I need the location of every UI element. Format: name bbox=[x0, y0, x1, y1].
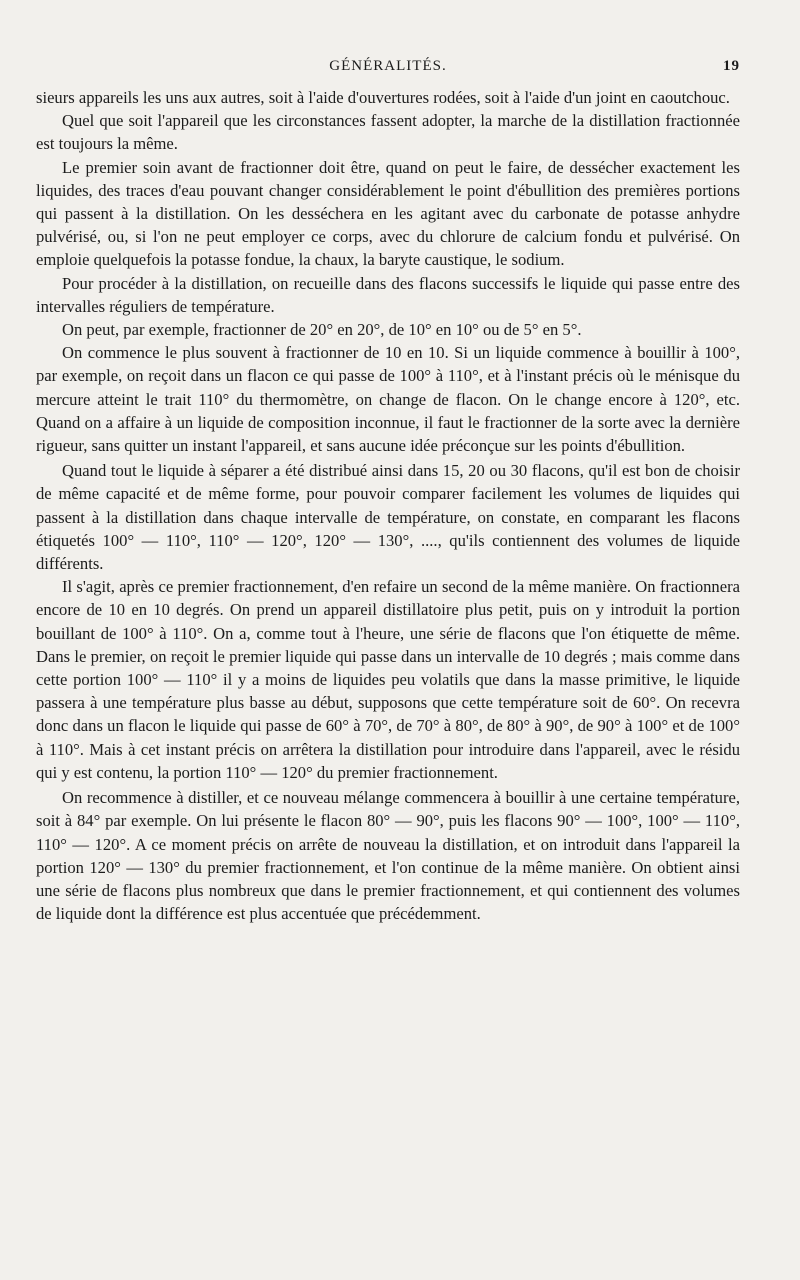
body-text bbox=[36, 86, 740, 925]
running-head bbox=[36, 58, 740, 80]
running-title: GÉNÉRALITÉS. bbox=[329, 58, 447, 74]
paragraph-6: On commence le plus souvent à fractionner de 10 en 10. Si un liquide commence à bouillir à 100°, par exemple, on reçoit dans un flacon ce qui passe de 100° à 110°, et à l'instant précis où le ménisque du mercure atteint le trait 110° du thermomètre, on change de flacon. On le change encore à 120°, etc. Quand on a affaire à un liquide de composition inconnue, il faut le fractionner de la sorte avec la dernière rigueur, sans quitter un instant l'appareil, et sans aucune idée préconçue sur les points d'ébullition. bbox=[36, 343, 740, 456]
paragraph-2: Quel que soit l'appareil que les circonstances fassent adopter, la marche de la distillation fractionnée est toujours la même. bbox=[36, 111, 740, 154]
paragraph-9: On recommence à distiller, et ce nouveau mélange commencera à bouillir à une certaine température, soit à 84° par exemple. On lui présente le flacon 80° — 90°, puis les flacons 90° — 100°, 100° — 110°, 110° — 120°. A ce moment précis on arrête de nouveau la distillation, et on introduit dans l'appareil la portion 120° — 130° du premier fractionnement, et l'on continue de la même manière. On obtient ainsi une série de flacons plus nombreux que dans le premier fractionnement, et qui contiennent des volumes de liquide dont la différence est plus accentuée que précédemment. bbox=[36, 788, 740, 924]
page-number: 19 bbox=[723, 58, 740, 74]
paragraph-1: sieurs appareils les uns aux autres, soit à l'aide d'ouvertures rodées, soit à l'aide d'un joint en caoutchouc. bbox=[36, 88, 730, 107]
paragraph-7: Quand tout le liquide à séparer a été distribué ainsi dans 15, 20 ou 30 flacons, qu'il est bon de choisir de même capacité et de même forme, pour pouvoir comparer facilement les volumes de liquides qui passent à la distillation dans chaque intervalle de température, on constate, en comparant les flacons étiquetés 100° — 110°, 110° — 120°, 120° — 130°, ...., qu'ils contiennent des volumes de liquide différents. bbox=[36, 461, 740, 574]
paragraph-4: Pour procéder à la distillation, on recueille dans des flacons successifs le liquide qui passe entre des intervalles réguliers de température. bbox=[36, 273, 740, 316]
paragraph-5: On peut, par exemple, fractionner de 20° en 20°, de 10° en 10° ou de 5° en 5°. bbox=[62, 320, 582, 340]
paragraph-8: Il s'agit, après ce premier fractionnement, d'en refaire un second de la même manière. On fractionnera encore de 10 en 10 degrés. On prend un appareil distillatoire plus petit, puis on y introduit la portion bouillant de 100° à 110°. On a, comme tout à l'heure, une série de flacons que l'on étiquette de même. Dans le premier, on reçoit le premier liquide qui passe dans un intervalle de 10 degrés ; mais comme dans cette portion 100° — 110° il y a moins de liquides peu volatils que dans la masse primitive, le liquide passera à une température plus basse au début, supposons que cette température soit de 60°. On recevra donc dans un flacon le liquide qui passe de 60° à 70°, de 70° à 80°, de 80° à 90°, de 90° à 100° et de 100° à 110°. Mais à cet instant précis on arrêtera la distillation pour introduire dans l'appareil, avec le résidu qui y est contenu, la portion 110° — 120° du premier fractionnement. bbox=[36, 577, 740, 782]
paragraph-3: Le premier soin avant de fractionner doit être, quand on peut le faire, de dessécher exactement les liquides, des traces d'eau pouvant changer considérablement le point d'ébullition des premières portions qui passent à la distillation. On les desséchera en les agitant avec du carbonate de potasse anhydre pulvérisé, ou, si l'on ne peut employer ce corps, avec du chlorure de calcium fondu et pulvérisé. On emploie quelquefois la potasse fondue, la chaux, la baryte caustique, le sodium. bbox=[36, 157, 740, 270]
